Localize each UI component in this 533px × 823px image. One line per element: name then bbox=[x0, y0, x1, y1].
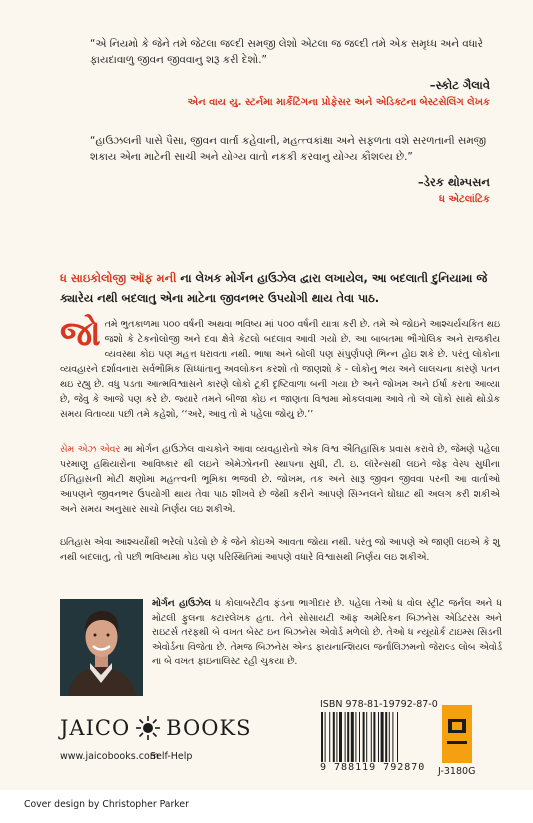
sun-emblem-icon bbox=[135, 715, 161, 741]
cover-design-credit: Cover design by Christopher Parker bbox=[24, 799, 189, 810]
author-bio: મોર્ગન હાઉઝેલ ધ કોલાબરેટીવ ફંડના ભાગીદાર છે. પહેલા તેઓ ધ વોલ સ્ટ્રીટ જર્નલ અને ધ મોટલી ફુલના કટારલેખક હતા. તેને સોસાયટી ઑફ અમેરિકન બિઝનેસ એડિટરસ અને રાઇટર્સ તરફથી બે વખત બેસ્ટ ઇન બિઝનેસ એવોર્ડ મળેલો છે. તેઓ ધ ન્યૂયોર્ક ટાઇમ્સ સિડની એવોર્ડના વિજેતા છે. તેમજ બિઝનેસ એન્ડ ફાયનાન્શિયલ જર્નાલિઝમનો જેરાલ્ડ લોબ એવોર્ડ ના બે વખત ફાઇનાલિસ્ટ રહી ચુકયા છે. bbox=[152, 598, 502, 668]
body-paragraph-3: ઇતિહાસ એવા આશ્ચર્યોથી ભરેલો પડેલો છે કે જેને કોઇએ આવતા જોયા નથી. પરંતુ જો આપણે એ જાણી લઇએ કે શુ નથી બદલાતુ, તો પછી ભવિષ્યમા કોઇ પણ પરિસ્થિતિમાં આપણે વધારે વિશ્વાસથી નિર્ણય લઇ શકીએ. bbox=[60, 537, 500, 563]
quote-2-role: ધ એટલાંટિક bbox=[438, 194, 490, 205]
body-paragraph-1: જોતમે ભુતકાળમા ૫૦૦ વર્ષની અથવા ભવિષ્ય માં ૫૦૦ વર્ષની યાત્રા કરી છે. તમે એ જોઇને આશ્ચર્યચકિત થઇ જશો કે ટેકનોલોજી અને દવા ક્ષેત્રે કેટલો બદલાવ આવી ગયો છે. આ બાબતમા ભૌગોલિક અને રાજકીય વ્યવસ્થા કોઇ પણ મહત્ત ધરાવતા નથી. ભાષા અને બોલી પણ સંપુર્ણપણે ભિન્ન હોઇ શકે છે. પરંતુ લોકોના વ્યવહારને દર્શાવનારા સર્વભૌમિક સિધ્ધાંતાનુ અવલોકન કરશો તો જાણશો કે - લોકોનુ ભય અને લાલચના કારણે પતન થઇ રહ્યુ છે. વધુ પડતા આત્મવિશ્વાસને કારણે લોકો ટૂકી દૃષ્ટિવાળા બની ગયા છે અને જોખમ અને ઈર્ષા કરતા આવ્યા છે, જેવુ કે આજે પણ કરે છે. જ્યારે તમને બીજા કોઇ ન જાણતા વિશ્વમા મોકલવામા આવે તો એ લોકો સાથે થોડોક સમય વિતાવ્યા પછી તમે કહેશો, ‘‘અરે, આવુ તો મે પહેલા જોયુ છે.’’ bbox=[60, 314, 500, 420]
quote-1: “એ નિયમો કે જેને તમે જેટલા જલ્દી સમજી લેશો એટલા જ જલ્દી તમે એક સમૃધ્ધ અને વધારે ફાયદાવાળુ જીવન જીવવાનુ શરૂ કરી દેશો.” bbox=[90, 38, 483, 66]
author-name: મોર્ગન હાઉઝેલ bbox=[152, 598, 211, 609]
publisher-url[interactable]: www.jaicobooks.com bbox=[60, 751, 160, 762]
dropcap: જો bbox=[60, 314, 101, 354]
logo-text-left: JAICO bbox=[60, 716, 131, 740]
barcode-number: 9 788119 792870 bbox=[320, 762, 426, 773]
quote-1-role: એન વાય યુ. સ્ટર્નમા માર્કેટિંગના પ્રોફેસર અને એડિક્ટના બેસ્ટસેલિંગ લેખક bbox=[187, 97, 490, 108]
tagline-book-title: ધ સાઇકોલોજી ઑફ મની bbox=[60, 271, 177, 285]
quote-2: “હાઉઝલની પાસે પૈસા, જીવન વાર્તા કહેવાની, મહત્ત્વકાંક્ષા અને સફળતા વશે સરળતાની સમજી શકાય એના માટેની સાચી અને યોગ્ય વાતો નકકી કરવાનુ યોગ્ય કૌશલ્ય છે.” bbox=[90, 135, 486, 163]
price-tag-box bbox=[442, 705, 472, 763]
tagline bbox=[60, 268, 500, 308]
book-title-highlight: સેમ એઝ એવર bbox=[60, 444, 121, 455]
barcode bbox=[320, 712, 418, 762]
product-code: J-3180G bbox=[438, 766, 476, 777]
tagline-text: ના લેખક મોર્ગન હાઉઝેલ દ્વારા લખાયેલ, આ બદલાતી દુનિયામા જે ક્યારેય નથી બદલાતુ એના માટેના જીવનભર ઉપયોગી થાય તેવા પાઠ. bbox=[60, 271, 488, 305]
logo-text-right: BOOKS bbox=[166, 716, 252, 740]
genre-label: Self-Help bbox=[150, 751, 193, 762]
quote-2-author: –ડેરક થોમ્પસન bbox=[417, 175, 490, 189]
author-photo bbox=[60, 599, 143, 696]
body-paragraph-2: સેમ એઝ એવર મા મોર્ગન હાઉઝેલ વાચકોને આવા વ્યવહારોનો એક વિશ્વ ઐતિહાસિક પ્રવાસ કરાવે છે, જેમણે પહેલા પરમાણુ હથિયારોના આવિષ્કાર થી લઇને એમેઝોનની સ્થાપના સુધી, ટી. ઇ. લૉરેન્સથી લઇને જેફ વેસ્પ સુધીના ઈતિહાસની મોટી ક્ષણોમા મહત્ત્વની ભૂમિકા ભજવી છે. જોખમ, તક અને સારૂ જીવન જીવવા પરની આ વાર્તાઓ આપણને જીવનભર ઉપયોગી થાય તેવા પાઠ શીખવે છે જેથી કરીને આપણે સિગ્નલને ઘોંઘાટ થી અલગ કરી શકીએ અને સમય અનુસાર સાચો નિર્ણય લઇ શકીએ. bbox=[60, 444, 500, 515]
isbn-label: ISBN 978-81-19792-87-0 bbox=[320, 699, 438, 710]
quote-1-author: –સ્કોટ ગૈલાવે bbox=[429, 78, 490, 92]
publisher-logo bbox=[60, 713, 252, 743]
